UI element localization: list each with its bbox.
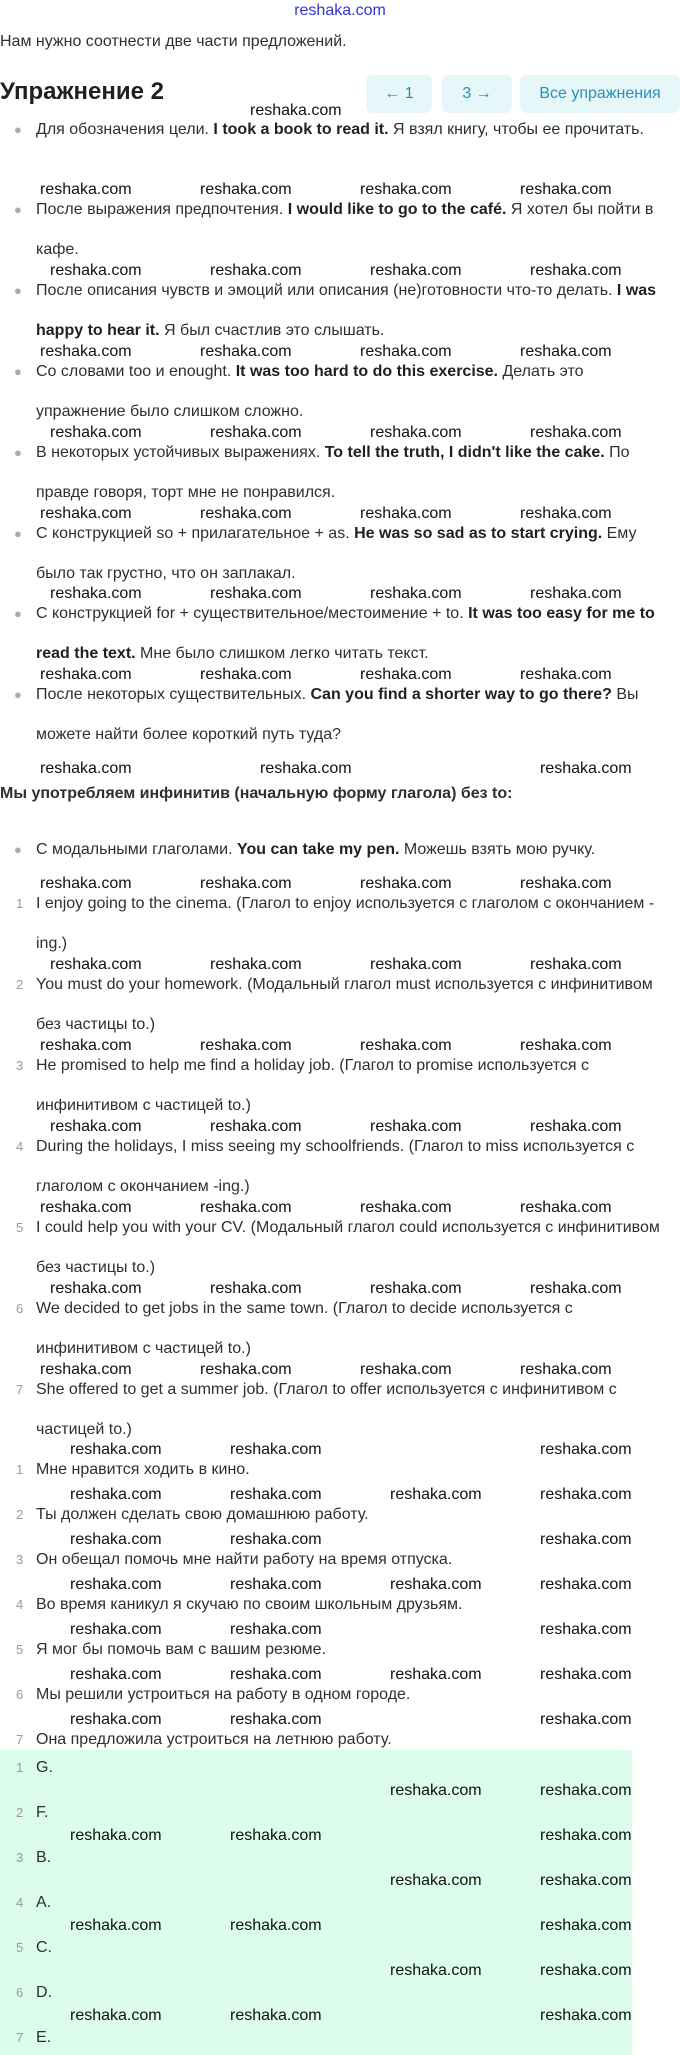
watermark: reshaka.com	[200, 505, 292, 522]
watermark: reshaka.com	[70, 1486, 162, 1503]
watermark: reshaka.com	[520, 875, 612, 892]
bullet-item	[0, 594, 680, 674]
example: Can you find a shorter way to go there?	[310, 686, 612, 703]
watermark: reshaka.com	[530, 956, 622, 973]
russian-item	[0, 1540, 680, 1580]
answer-letter: E.	[36, 2029, 52, 2046]
answers-box	[0, 1750, 632, 2055]
item-number: 6	[16, 1687, 24, 1702]
example: I was happy to hear it.	[36, 282, 657, 339]
item-number: 5	[16, 1642, 24, 1657]
watermark: reshaka.com	[210, 585, 302, 602]
watermark: reshaka.com	[250, 102, 342, 119]
english-item	[0, 1208, 680, 1288]
item-text: Мне нравится ходить в кино.	[36, 1461, 250, 1478]
watermark: reshaka.com	[540, 1827, 632, 1844]
rule: В некоторых устойчивых выражениях.	[36, 444, 325, 461]
watermark: reshaka.com	[200, 1037, 292, 1054]
watermark: reshaka.com	[370, 424, 462, 441]
watermark: reshaka.com	[50, 424, 142, 441]
item-text: He promised to help me find a holiday job. (Глагол to promise используется с инфинитивом с частицей to.)	[36, 1057, 589, 1114]
watermark: reshaka.com	[200, 1361, 292, 1378]
watermark: reshaka.com	[370, 956, 462, 973]
answer-number: 1	[16, 1760, 24, 1775]
rule: Для обозначения цели.	[36, 121, 214, 138]
item-text: You must do your homework. (Модальный глагол must используется с инфинитивом без частицы to.)	[36, 976, 653, 1033]
watermark: reshaka.com	[230, 1711, 322, 1728]
example: I took a book to read it.	[213, 121, 389, 138]
watermark: reshaka.com	[70, 1711, 162, 1728]
watermark: reshaka.com	[230, 1576, 322, 1593]
watermark: reshaka.com	[230, 1917, 322, 1934]
item-number: 4	[16, 1139, 24, 1154]
bullet-item	[0, 190, 680, 270]
watermark: reshaka.com	[210, 424, 302, 441]
watermark: reshaka.com	[540, 2007, 632, 2024]
item-number: 7	[16, 1382, 24, 1397]
translation: Я хотел бы пойти в кафе.	[36, 201, 654, 258]
translation: Я был счастлив это слышать.	[159, 322, 385, 339]
answer-number: 2	[16, 1805, 24, 1820]
watermark: reshaka.com	[70, 1621, 162, 1638]
watermark: reshaka.com	[50, 1280, 142, 1297]
watermark: reshaka.com	[230, 1441, 322, 1458]
watermark: reshaka.com	[70, 1531, 162, 1548]
bullet-item	[0, 830, 680, 870]
bullet-item	[0, 675, 680, 755]
watermark: reshaka.com	[200, 1199, 292, 1216]
watermark: reshaka.com	[50, 262, 142, 279]
watermark: reshaka.com	[230, 1531, 322, 1548]
answer-number: 5	[16, 1940, 24, 1955]
answer-letter: C.	[36, 1939, 52, 1956]
bullet-icon: ●	[14, 687, 22, 702]
translation: Я взял книгу, чтобы ее прочитать.	[388, 121, 644, 138]
watermark: reshaka.com	[360, 875, 452, 892]
watermark: reshaka.com	[360, 666, 452, 683]
watermark: reshaka.com	[210, 262, 302, 279]
russian-item	[0, 1585, 680, 1625]
translation: Ему было так грустно, что он заплакал.	[36, 525, 637, 582]
watermark: reshaka.com	[520, 181, 612, 198]
english-item	[0, 1289, 680, 1369]
example: It was too hard to do this exercise.	[235, 363, 498, 380]
bullet-item	[0, 514, 680, 594]
answer-row	[0, 1846, 60, 1870]
watermark: reshaka.com	[530, 1280, 622, 1297]
watermark: reshaka.com	[540, 1486, 632, 1503]
watermark: reshaka.com	[230, 1666, 322, 1683]
intro-text: Нам нужно соотнести две части предложений.	[0, 33, 347, 50]
watermark: reshaka.com	[520, 343, 612, 360]
russian-item	[0, 1495, 680, 1535]
bullet-icon: ●	[14, 122, 22, 137]
item-number: 2	[16, 977, 24, 992]
answer-row	[0, 2026, 60, 2050]
bullet-icon: ●	[14, 526, 22, 541]
watermark: reshaka.com	[520, 1199, 612, 1216]
site-watermark: reshaka.com	[294, 2, 386, 19]
watermark: reshaka.com	[520, 666, 612, 683]
watermark: reshaka.com	[370, 262, 462, 279]
english-item	[0, 1370, 680, 1450]
answer-number: 4	[16, 1895, 24, 1910]
bullet-item	[0, 110, 680, 150]
watermark: reshaka.com	[530, 262, 622, 279]
answer-letter: G.	[36, 1759, 53, 1776]
watermark: reshaka.com	[70, 1576, 162, 1593]
answer-number: 6	[16, 1985, 24, 2000]
answer-row	[0, 1801, 60, 1825]
answer-row	[0, 1891, 60, 1915]
example: To tell the truth, I didn't like the cake.	[324, 444, 605, 461]
watermark: reshaka.com	[40, 343, 132, 360]
item-text: Он обещал помочь мне найти работу на время отпуска.	[36, 1551, 453, 1568]
watermark: reshaka.com	[40, 1199, 132, 1216]
watermark: reshaka.com	[540, 1872, 632, 1889]
item-text: She offered to get a summer job. (Глагол to offer используется с инфинитивом с частицей to.)	[36, 1381, 617, 1438]
watermark: reshaka.com	[200, 343, 292, 360]
watermark: reshaka.com	[70, 1827, 162, 1844]
translation: По правде говоря, торт мне не понравился.	[36, 444, 630, 501]
answer-row	[0, 1756, 60, 1780]
watermark: reshaka.com	[40, 875, 132, 892]
item-text: I enjoy going to the cinema. (Глагол to enjoy используется с глаголом с окончанием -ing.)	[36, 895, 655, 952]
translation: Вы можете найти более короткий путь туда?	[36, 686, 639, 743]
item-number: 2	[16, 1507, 24, 1522]
bullet-icon: ●	[14, 202, 22, 217]
watermark: reshaka.com	[540, 1621, 632, 1638]
item-text: We decided to get jobs in the same town. (Глагол to decide используется с инфинитивом с частицей to.)	[36, 1300, 573, 1357]
watermark: reshaka.com	[530, 585, 622, 602]
item-text: Я мог бы помочь вам с вашим резюме.	[36, 1641, 327, 1658]
russian-item	[0, 1630, 680, 1670]
watermark: reshaka.com	[360, 1361, 452, 1378]
watermark: reshaka.com	[540, 1917, 632, 1934]
watermark: reshaka.com	[540, 1666, 632, 1683]
watermark: reshaka.com	[540, 1531, 632, 1548]
example: You can take my pen.	[236, 841, 400, 858]
watermark: reshaka.com	[540, 1441, 632, 1458]
example: I would like to go to the café.	[287, 201, 507, 218]
watermark: reshaka.com	[50, 585, 142, 602]
watermark: reshaka.com	[370, 1280, 462, 1297]
watermark: reshaka.com	[40, 1361, 132, 1378]
watermark: reshaka.com	[210, 1280, 302, 1297]
item-text: Ты должен сделать свою домашнюю работу.	[36, 1506, 369, 1523]
answer-letter: F.	[36, 1804, 49, 1821]
watermark: reshaka.com	[520, 1361, 612, 1378]
prev-exercise-button[interactable]: ← 1	[366, 75, 432, 113]
watermark: reshaka.com	[230, 1486, 322, 1503]
bullet-icon: ●	[14, 364, 22, 379]
rule: После описания чувств и эмоций или описания (не)готовности что-то делать.	[36, 282, 617, 299]
answer-letter: A.	[36, 1894, 52, 1911]
watermark: reshaka.com	[390, 1872, 482, 1889]
bullet-item	[0, 271, 680, 351]
watermark: reshaka.com	[540, 1962, 632, 1979]
watermark: reshaka.com	[70, 2007, 162, 2024]
item-number: 4	[16, 1597, 24, 1612]
watermark: reshaka.com	[390, 1576, 482, 1593]
watermark: reshaka.com	[200, 875, 292, 892]
watermark: reshaka.com	[540, 1711, 632, 1728]
watermark: reshaka.com	[70, 1917, 162, 1934]
item-number: 3	[16, 1058, 24, 1073]
watermark: reshaka.com	[200, 181, 292, 198]
bullet-icon: ●	[14, 283, 22, 298]
item-text: Она предложила устроиться на летнюю работу.	[36, 1731, 392, 1748]
section-heading: Мы употребляем инфинитив (начальную форму глагола) без to:	[0, 785, 513, 802]
watermark: reshaka.com	[530, 424, 622, 441]
watermark: reshaka.com	[360, 1037, 452, 1054]
item-number: 7	[16, 1732, 24, 1747]
watermark: reshaka.com	[390, 1962, 482, 1979]
watermark: reshaka.com	[210, 956, 302, 973]
watermark: reshaka.com	[540, 1782, 632, 1799]
english-item	[0, 884, 680, 964]
example: He was so sad as to start crying.	[354, 525, 603, 542]
answer-row	[0, 1936, 60, 1960]
watermark: reshaka.com	[230, 1827, 322, 1844]
watermark: reshaka.com	[70, 1666, 162, 1683]
russian-item	[0, 1450, 680, 1490]
watermark: reshaka.com	[540, 760, 632, 777]
answer-letter: B.	[36, 1849, 52, 1866]
watermark: reshaka.com	[40, 181, 132, 198]
translation: Можешь взять мою ручку.	[399, 841, 596, 858]
answer-row	[0, 1981, 60, 2005]
all-exercises-button[interactable]: Все упражнения	[520, 75, 680, 113]
watermark: reshaka.com	[390, 1782, 482, 1799]
item-number: 3	[16, 1552, 24, 1567]
item-number: 5	[16, 1220, 24, 1235]
rule: Со словами too и enought.	[36, 363, 236, 380]
answer-number: 7	[16, 2030, 24, 2045]
rule: С конструкцией so + прилагательное + as.	[36, 525, 355, 542]
item-number: 1	[16, 896, 24, 911]
watermark: reshaka.com	[520, 505, 612, 522]
watermark: reshaka.com	[40, 1037, 132, 1054]
translation: Мне было слишком легко читать текст.	[135, 645, 429, 662]
watermark: reshaka.com	[50, 956, 142, 973]
item-text: Во время каникул я скучаю по своим школьным друзьям.	[36, 1596, 463, 1613]
english-item	[0, 1046, 680, 1126]
watermark: reshaka.com	[360, 1199, 452, 1216]
watermark: reshaka.com	[40, 760, 132, 777]
rule: С конструкцией for + существительное/местоимение + to.	[36, 605, 469, 622]
item-number: 1	[16, 1462, 24, 1477]
watermark: reshaka.com	[530, 1118, 622, 1135]
english-item	[0, 965, 680, 1045]
watermark: reshaka.com	[360, 181, 452, 198]
watermark: reshaka.com	[260, 760, 352, 777]
watermark: reshaka.com	[210, 1118, 302, 1135]
watermark: reshaka.com	[520, 1037, 612, 1054]
bullet-item	[0, 433, 680, 513]
bullet-icon: ●	[14, 445, 22, 460]
item-text: During the holidays, I miss seeing my schoolfriends. (Глагол to miss используется с глаголом с окончанием -ing.)	[36, 1138, 635, 1195]
item-text: Мы решили устроиться на работу в одном городе.	[36, 1686, 411, 1703]
watermark: reshaka.com	[40, 505, 132, 522]
watermark: reshaka.com	[230, 2007, 322, 2024]
page-title: Упражнение 2	[0, 78, 164, 105]
bullet-item	[0, 352, 680, 432]
answer-letter: D.	[36, 1984, 52, 2001]
watermark: reshaka.com	[50, 1118, 142, 1135]
watermark: reshaka.com	[70, 1441, 162, 1458]
watermark: reshaka.com	[540, 1576, 632, 1593]
watermark: reshaka.com	[360, 343, 452, 360]
watermark: reshaka.com	[370, 1118, 462, 1135]
item-number: 6	[16, 1301, 24, 1316]
item-text: I could help you with your CV. (Модальный глагол could используется с инфинитивом без частицы to.)	[36, 1219, 660, 1276]
watermark: reshaka.com	[40, 666, 132, 683]
watermark: reshaka.com	[230, 1621, 322, 1638]
watermark: reshaka.com	[390, 1486, 482, 1503]
watermark: reshaka.com	[360, 505, 452, 522]
rule: После выражения предпочтения.	[36, 201, 288, 218]
bullet-icon: ●	[14, 842, 22, 857]
russian-item	[0, 1675, 680, 1715]
watermark: reshaka.com	[200, 666, 292, 683]
example: It was too easy for me to read the text.	[36, 605, 655, 662]
answer-number: 3	[16, 1850, 24, 1865]
next-exercise-button[interactable]: 3 →	[442, 75, 512, 113]
watermark: reshaka.com	[390, 1666, 482, 1683]
translation: Делать это упражнение было слишком сложно.	[36, 363, 584, 420]
rule: После некоторых существительных.	[36, 686, 311, 703]
watermark: reshaka.com	[370, 585, 462, 602]
english-item	[0, 1127, 680, 1207]
bullet-icon: ●	[14, 606, 22, 621]
rule: С модальными глаголами.	[36, 841, 237, 858]
